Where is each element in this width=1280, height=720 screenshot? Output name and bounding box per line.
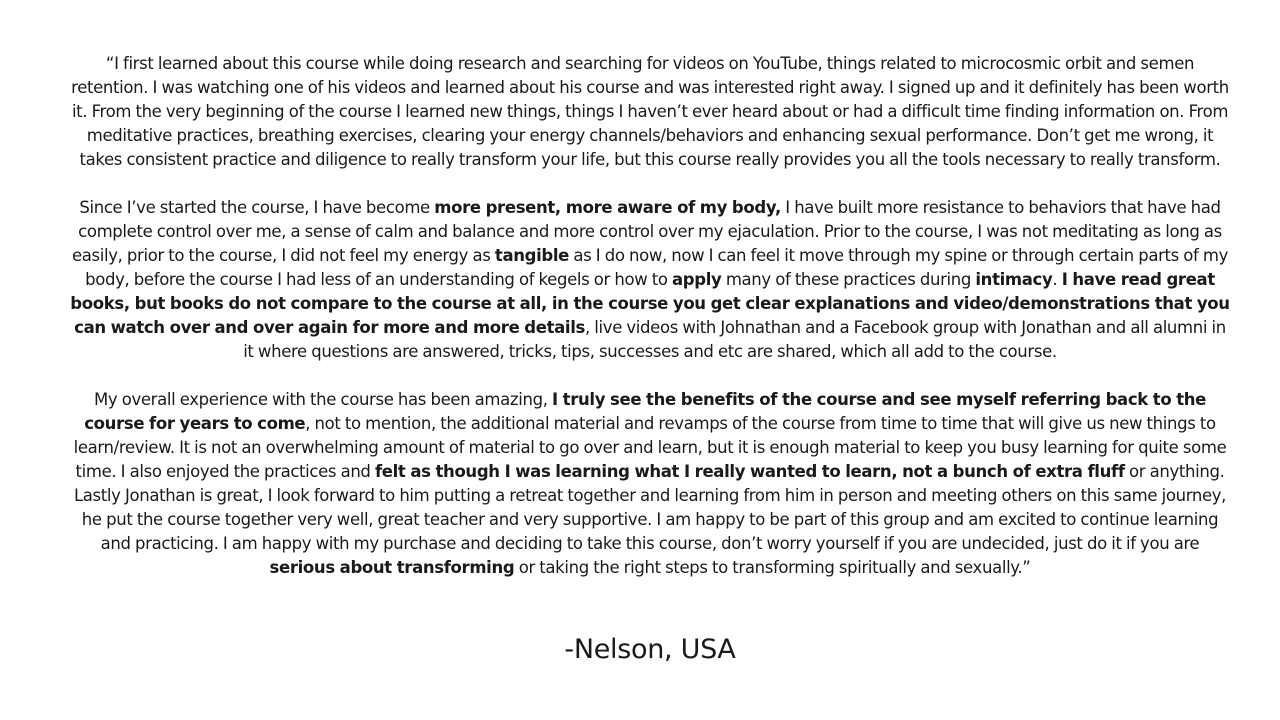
bold-phrase: more present, more aware of my body, — [434, 198, 781, 217]
text-run: many of these practices during — [721, 270, 976, 289]
text-run: , not to mention, the additional material and revamps of the course from time to time that will give us new things to learn/review. It is not an overwhelming amount of material to go over and learn, but it is enough material to keep you busy learning for quite some time. I also enjoyed the practices and — [73, 414, 1227, 481]
text-run: . — [1052, 270, 1062, 289]
bold-phrase: felt as though I was learning what I really wanted to learn, not a bunch of extra fluff — [374, 462, 1125, 481]
text-run: or taking the right steps to transforming spiritually and sexually.” — [514, 558, 1031, 577]
testimonial-paragraph-1 — [70, 52, 1230, 172]
bold-phrase: apply — [672, 270, 722, 289]
testimonial-paragraph-3 — [70, 388, 1230, 580]
text-run: as I do now, now I can feel it move through my spine or through certain parts of my body, before the course I had less of an understanding of kegels or how to — [85, 246, 1229, 289]
bold-phrase: intimacy — [975, 270, 1053, 289]
text-run: Since I’ve started the course, I have become — [79, 198, 435, 217]
bold-phrase: serious about transforming — [269, 558, 515, 577]
testimonial-body — [70, 52, 1230, 604]
bold-phrase: I truly see the benefits of the course and see myself referring back to the course for years to come — [84, 390, 1206, 433]
text-run: or anything. Lastly Jonathan is great, I look forward to him putting a retreat together and learning from him in person and meeting others on this same journey, he put the course together very well, great teacher and very supportive. I am happy to be part of this group and am excited to continue learning and practicing. I am happy with my purchase and deciding to take this course, don’t worry yourself if you are undecided, just do it if you are — [73, 462, 1227, 553]
bold-phrase: I have read great books, but books do not compare to the course at all, in the course you get clear explanations and video/demonstrations that you can watch over and over again for more and more details — [70, 270, 1230, 337]
text-run: My overall experience with the course has been amazing, — [94, 390, 552, 409]
testimonial-attribution: -Nelson, USA — [564, 634, 736, 665]
text-run: I have built more resistance to behaviors that have had complete control over me, a sense of calm and balance and more control over my ejaculation. Prior to the course, I was not meditating as long as easily, prior to the course, I did not feel my energy as — [71, 198, 1222, 265]
text-run: , live videos with Johnathan and a Facebook group with Jonathan and all alumni in it where questions are answered, tricks, tips, successes and etc are shared, which all add to the course. — [243, 318, 1226, 361]
text-run: “I first learned about this course while doing research and searching for videos on YouTube, things related to microcosmic orbit and semen retention. I was watching one of his videos and learned about his course and was interested right away. I signed up and it definitely has been worth it. From the very beginning of the course I learned new things, things I haven’t ever heard about or had a difficult time finding information on. From meditative practices, breathing exercises, clearing your energy channels/behaviors and enhancing sexual performance. Don’t get me wrong, it takes consistent practice and diligence to really transform your life, but this course really provides you all the tools necessary to really transform. — [71, 54, 1229, 169]
testimonial-paragraph-2 — [70, 196, 1230, 364]
bold-phrase: tangible — [494, 246, 569, 265]
